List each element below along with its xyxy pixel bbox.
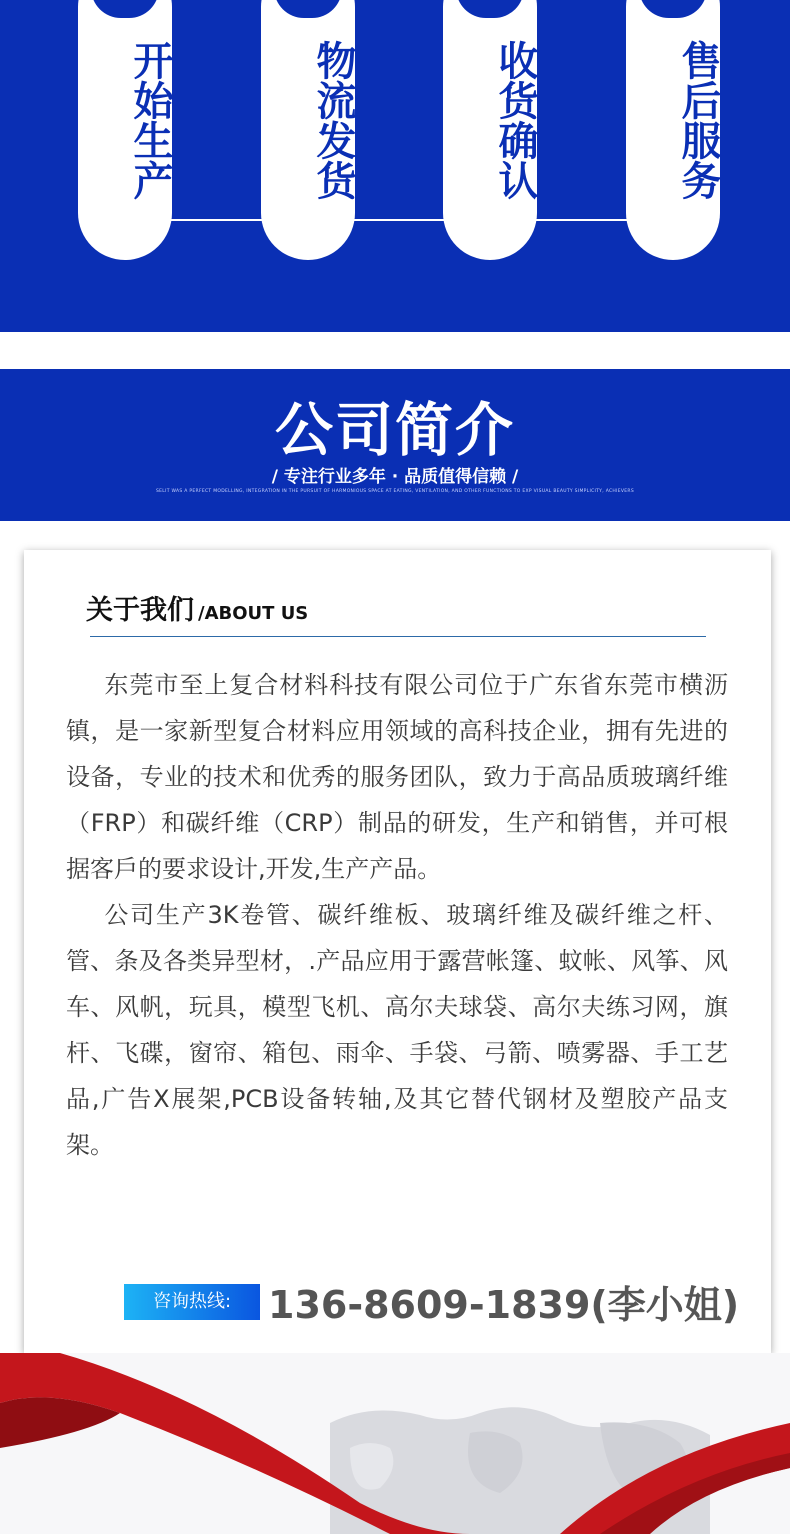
hotline-number[interactable]: 136-8609-1839(李小姐) <box>268 1283 740 1327</box>
process-step-label: 收货确认 <box>492 40 538 200</box>
process-step-label: 售后服务 <box>675 40 721 200</box>
about-title-en: /ABOUT US <box>198 603 309 624</box>
intro-subtitle: / 专注行业多年 · 品质值得信赖 / <box>271 467 519 487</box>
about-paragraph: 公司生产3K卷管、碳纤维板、玻璃纤维及碳纤维之杆、管、条及各类异型材，.产品应用于露营帐篷、蚊帐、风筝、风车、风帆，玩具，模型飞机、高尔夫球袋、高尔夫练习网，旗杆、飞碟，窗帘、箱包、雨伞、手袋、弓箭、喷雾器、手工艺品,广告X展架,PCB设备转轴,及其它替代钢材及塑胶产品支架。 <box>66 901 728 1159</box>
process-step-label: 物流发货 <box>310 40 356 200</box>
step-dot-icon <box>274 0 342 18</box>
about-heading <box>86 588 308 627</box>
step-dot-icon <box>639 0 707 18</box>
step-dot-icon <box>456 0 524 18</box>
process-connector-line <box>124 219 672 221</box>
about-paragraph: 东莞市至上复合材料科技有限公司位于广东省东莞市横沥镇，是一家新型复合材料应用领域的高科技企业，拥有先进的设备，专业的技术和优秀的服务团队，致力于高品质玻璃纤维（FRP）和碳纤维（CRP）制品的研发，生产和销售，并可根据客戶的要求设计,开发,生产产品。 <box>66 671 728 883</box>
process-step-after-sales <box>626 0 720 260</box>
step-dot-icon <box>91 0 159 18</box>
about-body <box>66 662 728 1168</box>
hotline-label: 咨询热线: <box>124 1284 260 1320</box>
process-step-start-production <box>78 0 172 260</box>
about-card <box>24 550 771 1353</box>
bottom-decoration <box>0 1353 790 1534</box>
process-step-receipt <box>443 0 537 260</box>
process-step-label: 开始生产 <box>127 40 173 200</box>
intro-banner <box>0 369 790 521</box>
intro-tiny-text: SELIT WAS A PERFECT MODELLING, INTEGRATION IN THE PURSUIT OF HARMONIOUS SPACE AT EATING, VENTILATION, AND OTHER FUNCTIONS TO EXP VISUAL BEAUTY SIMPLICITY, ACHIEVERS <box>155 489 634 494</box>
about-divider <box>90 636 706 637</box>
process-band <box>0 0 790 332</box>
ribbon-map-graphic <box>0 1353 790 1534</box>
hotline <box>124 1274 739 1329</box>
intro-title: 公司简介 <box>274 396 515 464</box>
process-step-logistics <box>261 0 355 260</box>
about-title: 关于我们 <box>86 595 194 626</box>
